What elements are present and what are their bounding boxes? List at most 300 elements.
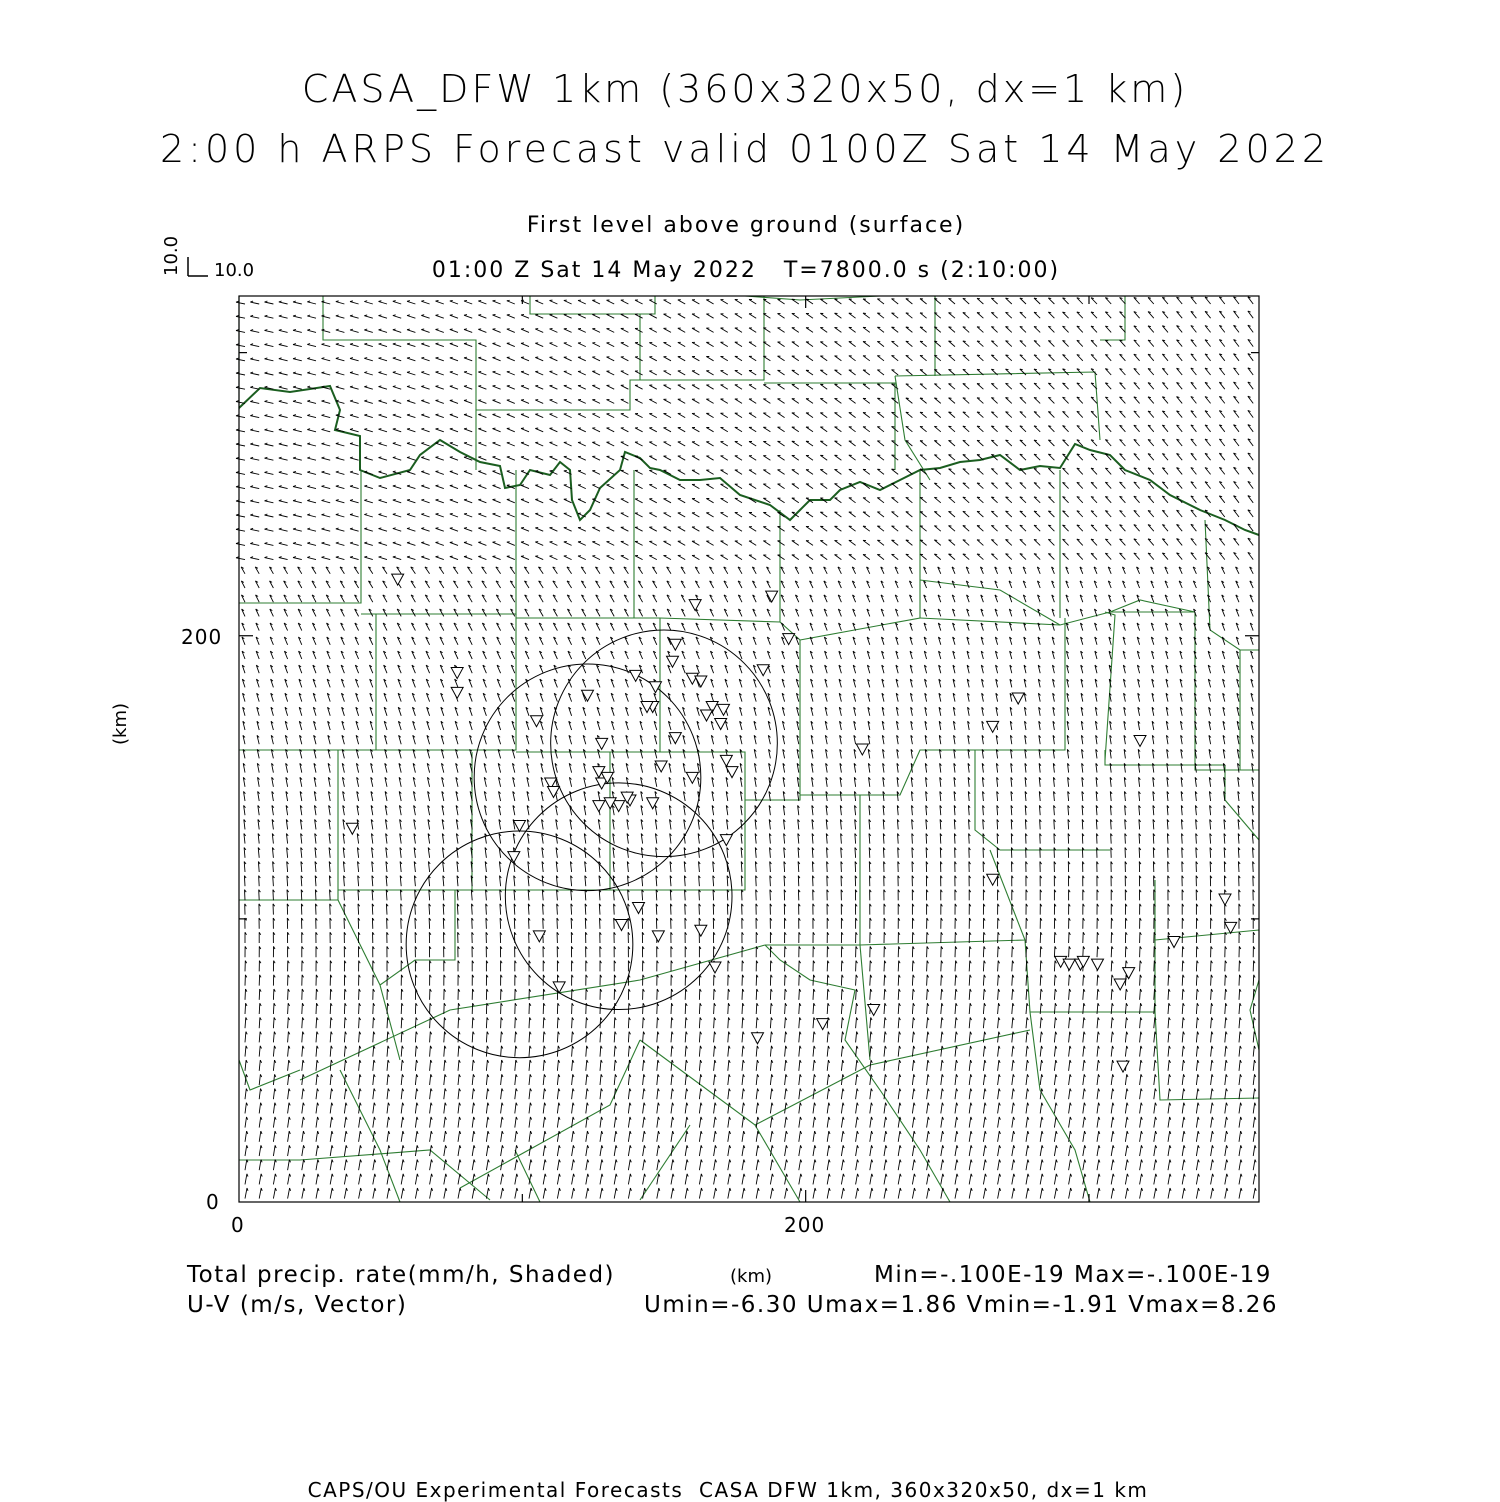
- wind-vector: [897, 791, 899, 801]
- wind-vector: [1140, 946, 1142, 957]
- wind-vector: [712, 791, 714, 801]
- wind-vector: [442, 834, 444, 844]
- wind-vector: [379, 414, 388, 417]
- wind-vector: [955, 918, 957, 929]
- wind-vector: [1239, 1003, 1241, 1014]
- wind-vector: [1083, 975, 1085, 986]
- county-line: [340, 1070, 400, 1202]
- wind-vector: [641, 819, 643, 829]
- wind-vector: [265, 472, 274, 475]
- wind-vector: [927, 1174, 930, 1185]
- wind-vector: [756, 932, 758, 943]
- wind-vector: [1091, 511, 1097, 517]
- wind-vector: [350, 400, 359, 403]
- wind-vector: [384, 693, 387, 701]
- wind-vector: [1082, 805, 1084, 815]
- wind-vector: [727, 904, 729, 915]
- wind-vector: [1219, 453, 1225, 460]
- wind-vector: [711, 693, 714, 701]
- wind-vector: [273, 862, 275, 873]
- wind-vector: [322, 344, 331, 347]
- wind-vector: [754, 679, 757, 687]
- wind-vector: [572, 1174, 575, 1185]
- wind-vector: [969, 876, 971, 887]
- wind-vector: [1225, 1074, 1228, 1085]
- wind-vector: [827, 862, 829, 873]
- wind-vector: [401, 1188, 404, 1199]
- wind-vector: [464, 485, 472, 489]
- wind-vector: [841, 862, 843, 873]
- wind-vector: [756, 1003, 758, 1014]
- wind-vector: [1052, 623, 1054, 631]
- wind-vector: [1048, 468, 1054, 474]
- wind-vector: [1140, 1017, 1142, 1028]
- wind-vector: [739, 679, 742, 687]
- wind-vector: [458, 1131, 461, 1142]
- wind-vector: [400, 848, 402, 858]
- wind-vector: [699, 961, 701, 972]
- wind-vector: [881, 567, 884, 574]
- wind-vector: [995, 567, 998, 574]
- wind-vector: [499, 805, 501, 815]
- wind-vector: [685, 1046, 687, 1057]
- wind-vector: [792, 555, 799, 560]
- wind-vector: [581, 567, 586, 574]
- wind-vector: [401, 904, 403, 915]
- wind-vector: [1177, 539, 1183, 546]
- wind-vector: [257, 707, 260, 716]
- wind-vector: [621, 513, 629, 517]
- wind-vector: [1168, 961, 1170, 972]
- wind-vector: [1105, 340, 1111, 346]
- wind-vector: [1034, 312, 1040, 318]
- wind-vector: [1067, 707, 1069, 716]
- wind-vector: [478, 400, 486, 404]
- wind-vector: [428, 805, 430, 815]
- wind-vector: [478, 556, 486, 560]
- wind-vector: [835, 356, 842, 361]
- wind-vector: [1134, 312, 1140, 319]
- wind-vector: [1177, 524, 1183, 531]
- wind-vector: [484, 763, 486, 772]
- wind-vector: [806, 441, 813, 446]
- wind-vector: [641, 848, 643, 858]
- wind-vector: [343, 819, 345, 829]
- wind-vector: [265, 557, 274, 560]
- wind-vector: [1162, 439, 1168, 446]
- wind-vector: [783, 777, 785, 787]
- wind-vector: [778, 470, 785, 475]
- wind-vector: [316, 1117, 319, 1128]
- wind-vector: [379, 372, 388, 375]
- wind-vector: [1125, 819, 1127, 829]
- wind-vector: [625, 637, 629, 645]
- wind-vector: [869, 862, 871, 873]
- wind-vector: [778, 385, 785, 390]
- wind-vector: [1196, 904, 1198, 915]
- wind-vector: [927, 1017, 929, 1028]
- wind-vector: [430, 975, 432, 986]
- wind-vector: [983, 1117, 986, 1128]
- wind-vector: [553, 581, 558, 588]
- wind-vector: [592, 357, 600, 361]
- wind-vector: [683, 735, 685, 744]
- wind-vector: [1006, 312, 1012, 318]
- wind-vector: [273, 876, 275, 887]
- wind-vector: [1006, 511, 1012, 517]
- wind-vector: [592, 541, 600, 545]
- wind-vector: [754, 735, 756, 744]
- wind-vector: [464, 428, 472, 432]
- station-marker: [1225, 922, 1237, 933]
- wind-vector: [330, 904, 332, 915]
- wind-vector: [1134, 510, 1140, 517]
- wind-vector: [1253, 1046, 1255, 1057]
- wind-vector: [1034, 397, 1040, 403]
- wind-vector: [941, 1060, 944, 1071]
- wind-vector: [415, 1117, 418, 1128]
- wind-vector: [259, 1131, 262, 1142]
- wind-vector: [236, 500, 245, 503]
- wind-vector: [386, 834, 388, 844]
- wind-vector: [711, 749, 713, 758]
- wind-vector: [284, 623, 288, 631]
- wind-vector: [1234, 354, 1240, 361]
- wind-vector: [977, 469, 983, 475]
- wind-vector: [767, 609, 770, 616]
- wind-vector: [813, 1145, 816, 1156]
- station-marker: [1168, 937, 1180, 948]
- wind-vector: [1026, 1145, 1029, 1156]
- wind-vector: [1205, 496, 1211, 503]
- wind-vector: [867, 567, 870, 574]
- wind-vector: [341, 651, 344, 659]
- wind-vector: [596, 637, 600, 645]
- wind-vector: [525, 651, 529, 659]
- wind-vector: [569, 721, 572, 730]
- wind-vector: [342, 749, 344, 758]
- wind-vector: [1182, 1160, 1185, 1171]
- wind-vector: [421, 471, 429, 475]
- wind-vector: [684, 805, 686, 815]
- wind-vector: [288, 1131, 291, 1142]
- wind-vector: [270, 665, 273, 673]
- wind-vector: [512, 721, 515, 730]
- wind-vector: [259, 989, 261, 1000]
- wind-vector: [1251, 679, 1253, 687]
- wind-vector: [543, 1003, 545, 1014]
- wind-vector: [1148, 326, 1154, 333]
- wind-vector: [387, 946, 389, 957]
- wind-vector: [1054, 1145, 1057, 1156]
- wind-vector: [401, 1117, 404, 1128]
- wind-vector: [330, 932, 332, 943]
- station-marker: [701, 710, 713, 721]
- wind-vector: [259, 904, 261, 915]
- wind-vector: [706, 513, 713, 517]
- wind-vector: [941, 961, 943, 972]
- x-tick-200: 200: [784, 1213, 826, 1237]
- wind-vector: [336, 343, 345, 346]
- wind-vector: [302, 1174, 305, 1185]
- wind-vector: [464, 528, 472, 532]
- station-marker: [783, 634, 795, 645]
- wind-vector: [293, 344, 302, 347]
- wind-vector: [236, 330, 245, 333]
- wind-vector: [273, 1145, 276, 1156]
- wind-vector: [649, 300, 657, 304]
- wind-vector: [371, 805, 373, 815]
- wind-vector: [458, 989, 460, 1000]
- wind-vector: [578, 343, 586, 347]
- wind-vector: [877, 469, 884, 474]
- wind-vector: [379, 500, 388, 503]
- wind-vector: [969, 1160, 972, 1171]
- wind-vector: [783, 749, 785, 758]
- wind-vector: [798, 819, 800, 829]
- wind-vector: [1166, 665, 1168, 673]
- wind-vector: [870, 1145, 873, 1156]
- wind-vector: [553, 623, 557, 631]
- wind-vector: [293, 514, 302, 517]
- wind-vector: [578, 428, 586, 432]
- wind-vector: [1105, 397, 1111, 403]
- wind-vector: [998, 876, 1000, 887]
- wind-vector: [279, 372, 288, 375]
- wind-vector: [398, 707, 401, 716]
- wind-vector: [728, 1131, 731, 1142]
- wind-vector: [1020, 554, 1026, 560]
- wind-vector: [521, 414, 529, 418]
- wind-vector: [840, 763, 842, 772]
- wind-vector: [1034, 298, 1040, 304]
- wind-vector: [884, 1017, 886, 1028]
- county-line: [476, 296, 655, 314]
- wind-vector: [327, 651, 330, 659]
- wind-vector: [727, 819, 729, 829]
- wind-vector: [270, 581, 274, 588]
- wind-vector: [877, 384, 884, 389]
- wind-vector: [711, 679, 714, 687]
- wind-vector: [1063, 539, 1069, 545]
- wind-vector: [1124, 749, 1126, 758]
- wind-vector: [493, 485, 501, 489]
- wind-vector: [991, 540, 997, 546]
- wind-vector: [501, 1145, 504, 1156]
- wind-vector: [1081, 637, 1083, 645]
- wind-vector: [740, 707, 743, 716]
- wind-vector: [685, 1103, 688, 1114]
- wind-vector: [1191, 553, 1197, 560]
- wind-vector: [535, 300, 543, 304]
- wind-vector: [1196, 1131, 1199, 1142]
- wind-vector: [1105, 525, 1111, 531]
- wind-vector: [682, 651, 685, 659]
- wind-vector: [550, 357, 558, 361]
- wind-vector: [564, 542, 572, 546]
- wind-vector: [287, 876, 289, 887]
- wind-vector: [607, 541, 615, 545]
- wind-vector: [464, 442, 472, 446]
- wind-vector: [657, 1089, 660, 1100]
- wind-vector: [600, 1145, 603, 1156]
- wind-vector: [1180, 623, 1183, 631]
- wind-vector: [421, 443, 429, 447]
- wind-vector: [1040, 834, 1042, 844]
- wind-vector: [682, 679, 685, 687]
- wind-vector: [450, 457, 458, 461]
- wind-vector: [387, 1174, 390, 1185]
- wind-vector: [273, 989, 275, 1000]
- wind-vector: [293, 329, 302, 332]
- wind-vector: [336, 457, 345, 460]
- wind-vector: [841, 1174, 844, 1185]
- wind-vector: [1208, 637, 1211, 645]
- wind-vector: [350, 556, 359, 559]
- wind-vector: [1026, 848, 1028, 858]
- wind-vector: [881, 637, 884, 645]
- wind-vector: [1211, 1003, 1213, 1014]
- wind-vector: [612, 777, 614, 787]
- wind-vector: [940, 791, 942, 801]
- wind-vector: [472, 1145, 475, 1156]
- wind-vector: [556, 819, 558, 829]
- wind-vector: [1253, 1174, 1256, 1185]
- wind-vector: [440, 651, 444, 659]
- wind-vector: [586, 932, 588, 943]
- wind-vector: [621, 357, 629, 361]
- wind-vector: [444, 1131, 447, 1142]
- wind-vector: [426, 651, 430, 659]
- wind-vector: [1111, 1089, 1114, 1100]
- wind-vector: [426, 623, 430, 631]
- wind-vector: [671, 918, 673, 929]
- wind-vector: [393, 428, 401, 431]
- wind-vector: [625, 665, 628, 673]
- station-marker: [987, 874, 999, 885]
- wind-vector: [657, 946, 659, 957]
- wind-vector: [269, 567, 273, 574]
- wind-vector: [529, 918, 531, 929]
- wind-vector: [1248, 396, 1253, 403]
- wind-vector: [643, 1017, 645, 1028]
- wind-vector: [870, 876, 872, 887]
- wind-vector: [1010, 707, 1012, 716]
- wind-vector: [682, 665, 685, 673]
- wind-vector: [910, 679, 912, 687]
- wind-vector: [1148, 510, 1154, 517]
- wind-vector: [725, 665, 728, 673]
- wind-vector: [356, 763, 358, 772]
- wind-vector: [1012, 1017, 1014, 1028]
- wind-vector: [542, 862, 544, 873]
- wind-vector: [1069, 1160, 1072, 1171]
- wind-vector: [706, 499, 713, 503]
- wind-vector: [955, 1145, 958, 1156]
- wind-vector: [906, 398, 913, 403]
- wind-vector: [592, 442, 600, 446]
- wind-vector: [245, 1188, 248, 1199]
- wind-vector: [827, 1003, 829, 1014]
- wind-vector: [568, 665, 572, 673]
- wind-vector: [621, 499, 629, 503]
- wind-vector: [426, 637, 430, 645]
- wind-vector: [288, 946, 290, 957]
- wind-vector: [1253, 1117, 1256, 1128]
- wind-vector: [1239, 1131, 1242, 1142]
- wind-vector: [784, 862, 786, 873]
- station-marker: [689, 600, 701, 611]
- wind-vector: [728, 1074, 730, 1085]
- wind-vector: [671, 961, 673, 972]
- wind-vector: [1205, 311, 1211, 318]
- wind-vector: [1168, 1003, 1170, 1014]
- wind-vector: [927, 1032, 929, 1043]
- wind-vector: [357, 805, 359, 815]
- wind-vector: [557, 904, 559, 915]
- wind-vector: [678, 371, 685, 375]
- wind-vector: [279, 443, 288, 446]
- wind-vector: [469, 721, 472, 730]
- wind-vector: [598, 749, 601, 758]
- wind-vector: [322, 358, 331, 361]
- wind-vector: [892, 356, 899, 361]
- wind-vector: [357, 777, 359, 787]
- wind-vector: [236, 401, 245, 404]
- wind-vector: [906, 355, 913, 360]
- wind-vector: [1134, 439, 1140, 446]
- wind-vector: [1066, 623, 1068, 631]
- wind-vector: [706, 413, 713, 417]
- wind-vector: [364, 443, 373, 446]
- radar-ring: [505, 783, 732, 1010]
- wind-vector: [820, 384, 827, 389]
- wind-vector: [1069, 1046, 1071, 1057]
- wind-vector: [369, 609, 373, 616]
- wind-vector: [742, 932, 744, 943]
- wind-vector: [756, 961, 758, 972]
- wind-vector: [884, 946, 886, 957]
- wind-vector: [1091, 497, 1097, 503]
- wind-vector: [302, 1074, 304, 1085]
- wind-vector: [330, 961, 332, 972]
- wind-vector: [322, 500, 331, 503]
- wind-vector: [592, 371, 600, 375]
- county-line: [845, 990, 950, 1202]
- wind-vector: [953, 721, 955, 730]
- wind-vector: [884, 975, 886, 986]
- wind-vector: [1195, 805, 1197, 815]
- wind-vector: [657, 961, 659, 972]
- wind-vector: [1034, 511, 1040, 517]
- wind-vector: [401, 1174, 404, 1185]
- wind-vector: [1010, 721, 1012, 730]
- wind-vector: [1111, 848, 1113, 858]
- wind-vector: [288, 1160, 291, 1171]
- wind-vector: [656, 890, 658, 901]
- wind-vector: [1083, 1089, 1086, 1100]
- wind-vector: [1148, 297, 1154, 304]
- wind-vector: [768, 721, 770, 730]
- wind-vector: [553, 567, 558, 574]
- wind-vector: [430, 1117, 433, 1128]
- wind-vector: [782, 637, 785, 645]
- wind-vector: [920, 384, 927, 389]
- wind-vector: [869, 848, 871, 858]
- wind-vector: [835, 469, 842, 474]
- wind-vector: [550, 513, 558, 517]
- wind-vector: [769, 749, 771, 758]
